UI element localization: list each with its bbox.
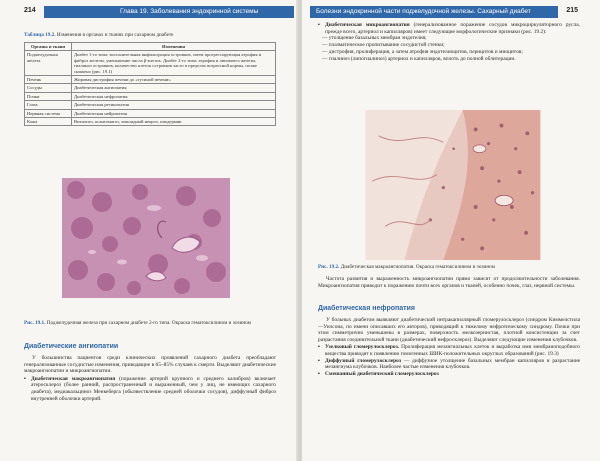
table-cell-change: Диабетическая нейропатия — [72, 109, 276, 117]
list-item-text: плазматическое пропитывание сосудистой стенки; — [328, 42, 445, 49]
list-item: — дистрофия, пролиферация, а затем атрофия эндотелиоцитов, перицитов и миоцитов; — [322, 48, 523, 55]
list-item-term: Смешанный диабетический гломерулосклероз — [325, 371, 439, 378]
table-cell-change: Диабет 1-го типа: воспалительная инфильтрация островков, затем прогрессирующая атрофия и фиброз железы, уменьшение числа β-клеток. Диабет 2-го типа: атрофия и липоматоз железы, гиалиноз островков, количество клеток островков часто в пределах возрастной нормы, позже снижено (рис. 19.1) — [72, 51, 276, 76]
figure-caption-text: Поджелудочная железа при сахарном диабете 2-го типа. Окраска гематоксилином и эозином — [46, 320, 251, 326]
list-item-term: Узелковый гломерулосклероз. — [325, 344, 400, 351]
table-cell-change: Жировая дистрофия печени до «гусиной печени» — [72, 76, 276, 84]
table-row — [25, 84, 276, 92]
right-top-text — [318, 22, 580, 62]
section-title: Диабетическая нефропатия — [318, 305, 415, 312]
list-item-text: (поражение артерий крупного и среднего калибров) включает атеросклероз (более ранний, распространенный и выраженный, чем у лиц, не имеющих сахарного диабета), медиакальциноз Менкеберга (обызвествление средней оболочки сосудов), диффузный фиброз внутренней оболочки артерий. — [31, 375, 276, 402]
table-header-row — [25, 43, 276, 51]
table-cell-change: Диабетическая нефропатия — [72, 92, 276, 100]
paragraph: Частота развития и выраженность микроангиопатии прямо зависят от продолжительности заболевания. Микроангиопатия приводит к поражению почти всех органов и тканей, особенно почек, глаз, нервной системы. — [318, 276, 580, 289]
list-item — [325, 358, 580, 371]
figure-caption-text: Диабетическая макроангиопатия. Окраска гематоксилином и эозином — [340, 264, 495, 270]
table-cell-organ: Сосуды — [25, 84, 72, 92]
table-row — [25, 51, 276, 76]
table-cell-change: Диабетическая ретинопатия — [72, 101, 276, 109]
page-number: 214 — [24, 7, 36, 14]
left-body-text — [24, 355, 276, 402]
list-item: — плазматическое пропитывание сосудистой стенки; — [322, 42, 445, 49]
left-running-header — [24, 6, 294, 18]
bullet-list — [318, 344, 580, 378]
list-item-text: Пролиферация мезангиальных клеток и выработка ими мембраноподобного вещества приводят к появлению гомогенных ШИК-положительных округлых образований (рис. 19.3) — [325, 344, 580, 358]
figure-caption-label: Рис. 19.1. — [24, 320, 46, 326]
list-item — [325, 371, 580, 378]
list-item-text: — диффузное утолщение базальных мембран капилляров и разрастание мезангиума клубочков. Наиболее частые изменения клубочков. — [325, 357, 580, 371]
page-number: 215 — [566, 7, 578, 14]
pancreas-micrograph — [62, 178, 230, 298]
table-cell-organ: Поджелудочная железа — [25, 51, 72, 76]
paragraph: У больных диабетом выявляют диабетический интракапиллярный гломерулосклероз (синдром Киммелстила—Уилсона, по имени описавших его авторов), приводящий к тяжелому нефротическому синдрому. Почки при этом симметрично уменьшены в размерах, поверхность мелкозернистая, плотной консистенции за счет разрастания соединительной ткани (диабетический нефросклероз). Выделяют следующие изменения клубочков. — [318, 317, 580, 344]
right-mid-text — [318, 276, 580, 290]
section-title: Диабетические ангиопатии — [24, 343, 119, 350]
list-item — [325, 344, 580, 357]
table-caption-text: Изменения в органах и тканях при сахарном диабете — [56, 32, 174, 38]
table-cell-organ: Кожа — [25, 118, 72, 126]
changes-table — [24, 42, 276, 126]
table-cell-change: Диабетическая ангиопатия — [72, 84, 276, 92]
list-item: — гиалиноз (липогиалиноз) артериол и капилляров, вплоть до полной облитерации. — [322, 55, 516, 62]
table-caption — [24, 32, 276, 38]
right-running-header — [310, 6, 580, 18]
right-page — [302, 0, 600, 461]
table-cell-organ: Глаза — [25, 101, 72, 109]
figure-caption — [318, 264, 580, 270]
dash-list — [318, 35, 580, 62]
table-row — [25, 118, 276, 126]
table-row — [25, 101, 276, 109]
right-body-text — [318, 317, 580, 378]
chapter-title: Глава 19. Заболевания эндокринной системы — [120, 8, 259, 15]
list-item — [325, 22, 580, 35]
list-item-term: Диабетическая макроангиопатия — [31, 375, 116, 382]
table-row — [25, 109, 276, 117]
table-caption-label: Таблица 19.2. — [24, 32, 56, 38]
bullet-list — [24, 376, 276, 403]
bullet-list — [318, 22, 580, 35]
table-cell-organ: Почки — [25, 92, 72, 100]
table-cell-organ: Печень — [25, 76, 72, 84]
table-cell-organ: Нервная система — [25, 109, 72, 117]
figure-caption — [24, 320, 276, 326]
list-item-text: утолщение базальных мембран эндотелия; — [328, 35, 427, 42]
table-header: Органы и ткани — [25, 43, 72, 51]
left-page — [0, 0, 298, 461]
list-item-text: дистрофия, пролиферация, а затем атрофия эндотелиоцитов, перицитов и миоцитов; — [328, 48, 523, 55]
list-item-term: Диабетическая микроангиопатия — [325, 22, 410, 28]
microangiopathy-micrograph — [318, 110, 588, 260]
table-row — [25, 92, 276, 100]
list-item-term: Диффузный гломерулосклероз — [325, 357, 402, 364]
list-item — [31, 376, 276, 403]
figure-caption-label: Рис. 19.2. — [318, 264, 340, 270]
list-item: — утолщение базальных мембран эндотелия; — [322, 35, 427, 42]
list-item-text: (генерализованное поражение сосудов микроциркуляторного русла, прежде всего, артериол и капилляров) имеет следующие морфологические признаки (рис. 19.2): — [325, 22, 580, 35]
list-item-text: гиалиноз (липогиалиноз) артериол и капилляров, вплоть до полной облитерации. — [328, 55, 516, 62]
table-row — [25, 76, 276, 84]
section-running-title: Болезни эндокринной части поджелудочной железы. Сахарный диабет — [316, 8, 531, 15]
paragraph: У большинства пациентов среди клинических проявлений сахарного диабета преобладают генерализованные сосудистые изменения, приводящие в 65–85% случаев к смерти. Выделяют диабетические макроангиопатии и микроангиопатии. — [24, 355, 276, 375]
table-header: Изменения — [72, 43, 276, 51]
table-cell-change: Витилиго, ксантоматоз, липоидный некроз, пиодермии — [72, 118, 276, 126]
